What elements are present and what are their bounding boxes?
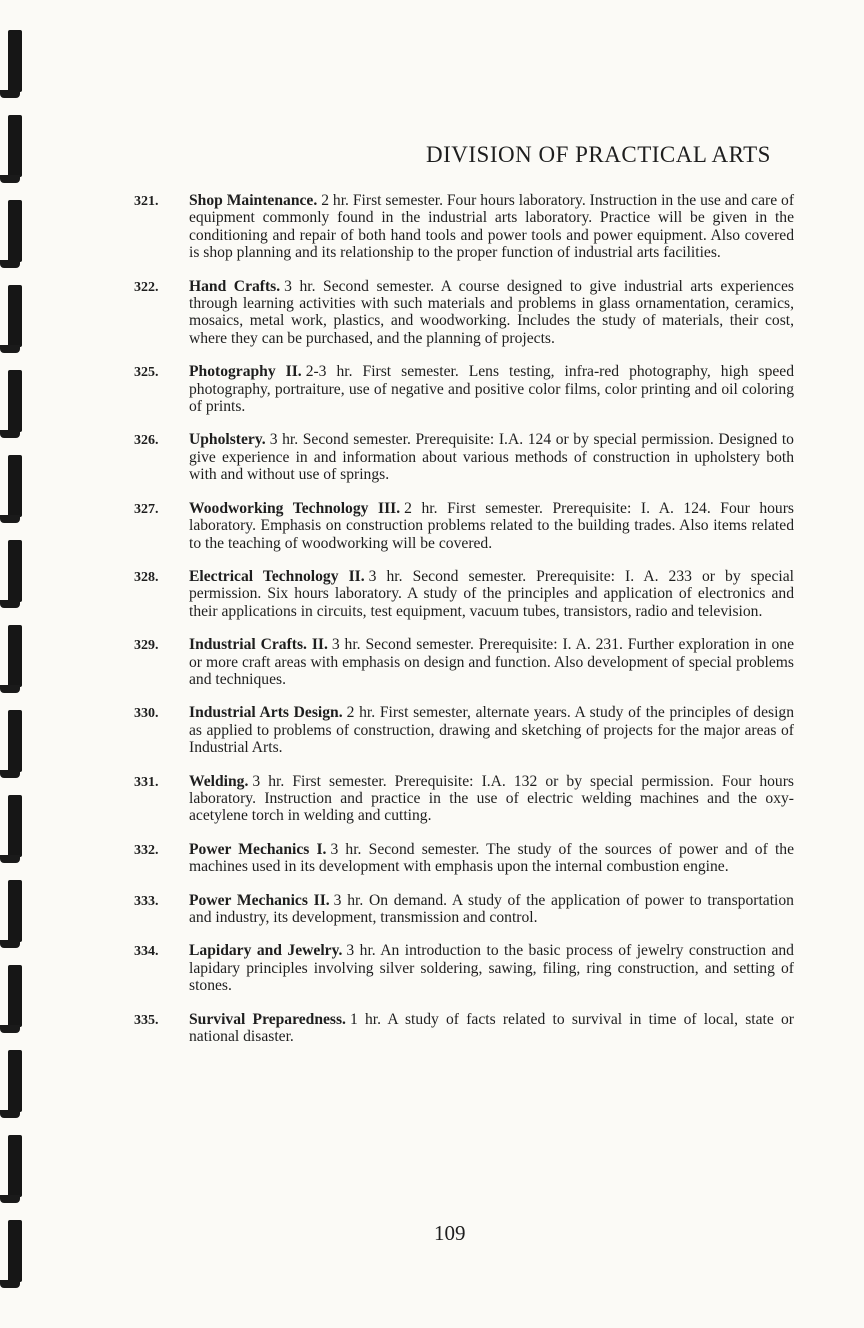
course-name: Electrical Technology II. bbox=[189, 567, 365, 585]
course-body bbox=[189, 192, 794, 262]
course-description: First semester, alternate years. A study of the principles of design as applied to problems of construction, drawing and sketching of projects for the major areas of Industrial Arts. bbox=[189, 704, 795, 757]
course-description: Second semester. A course designed to give industrial arts experiences through learning activities with such materials and problems in glass ornamentation, ceramics, mosaics, metal work, plastics, and woodworking. Includes the study of materials, their cost, where they can be purchased, and the planning of projects. bbox=[189, 277, 794, 347]
course-number: 325. bbox=[134, 365, 159, 381]
course-number: 334. bbox=[134, 944, 159, 960]
course-entry bbox=[134, 363, 794, 415]
course-entry bbox=[134, 500, 794, 552]
course-entry bbox=[134, 704, 794, 756]
binding-ring bbox=[8, 1220, 22, 1282]
course-body bbox=[189, 431, 794, 483]
course-name: Woodworking Technology III. bbox=[189, 499, 401, 517]
binding-ring bbox=[8, 1050, 22, 1112]
course-hours: 3 hr. bbox=[346, 942, 376, 960]
course-entry bbox=[134, 431, 794, 483]
course-body bbox=[189, 704, 794, 756]
course-name: Upholstery. bbox=[189, 431, 266, 449]
course-number: 329. bbox=[134, 638, 159, 654]
course-body bbox=[189, 636, 794, 688]
course-body bbox=[189, 1011, 794, 1046]
spiral-binding bbox=[0, 0, 30, 1328]
binding-ring bbox=[8, 455, 22, 517]
course-description: Second semester. The study of the sources of power and of the machines used in its development with emphasis upon the internal combustion engine. bbox=[189, 840, 794, 876]
binding-ring bbox=[8, 30, 22, 92]
course-description: On demand. A study of the application of power to transportation and industry, its development, transmission and control. bbox=[189, 891, 794, 926]
course-number: 326. bbox=[134, 433, 159, 449]
binding-ring bbox=[8, 795, 22, 857]
course-name: Industrial Arts Design. bbox=[189, 704, 343, 722]
course-name: Lapidary and Jewelry. bbox=[189, 942, 343, 960]
course-hours: 3 hr. bbox=[333, 891, 364, 909]
course-hours: 2 hr. bbox=[321, 192, 349, 209]
course-entry bbox=[134, 773, 794, 825]
course-name: Power Mechanics I. bbox=[189, 840, 327, 858]
course-hours: 1 hr. bbox=[349, 1010, 382, 1028]
course-hours: 3 hr. bbox=[368, 567, 403, 585]
course-hours: 2 hr. bbox=[346, 704, 376, 722]
course-entry bbox=[134, 192, 794, 262]
course-number: 333. bbox=[134, 893, 159, 909]
course-number: 330. bbox=[134, 706, 159, 722]
course-number: 332. bbox=[134, 842, 159, 858]
course-entry bbox=[134, 841, 794, 876]
course-body bbox=[189, 278, 794, 348]
course-name: Shop Maintenance. bbox=[189, 192, 318, 209]
binding-ring bbox=[8, 710, 22, 772]
course-body bbox=[189, 500, 794, 552]
course-hours: 3 hr. bbox=[252, 772, 285, 790]
course-description: First semester. Prerequisite: I. A. 124. Four hours laboratory. Emphasis on construction problems related to the building trades. Also items related to the teaching of woodworking will be covered. bbox=[189, 499, 794, 552]
course-entry bbox=[134, 278, 794, 348]
course-number: 331. bbox=[134, 774, 159, 790]
binding-ring bbox=[8, 965, 22, 1027]
course-description: Second semester. Prerequisite: I. A. 231. Further exploration in one or more craft areas with emphasis on design and function. Also development of special problems and techniques. bbox=[189, 636, 794, 688]
binding-ring bbox=[8, 880, 22, 942]
course-description: Second semester. Prerequisite: I.A. 124 or by special permission. Designed to give experience in and information about various methods of construction in upholstery both with and without use of springs. bbox=[189, 431, 794, 484]
course-name: Hand Crafts. bbox=[189, 277, 281, 295]
course-hours: 2 hr. bbox=[404, 499, 438, 517]
course-hours: 3 hr. bbox=[331, 636, 361, 654]
course-body bbox=[189, 942, 794, 994]
course-body bbox=[189, 892, 794, 927]
course-body bbox=[189, 841, 794, 876]
course-entry bbox=[134, 1011, 794, 1046]
course-name: Photography II. bbox=[189, 363, 302, 381]
course-hours: 3 hr. bbox=[269, 431, 299, 449]
course-number: 335. bbox=[134, 1012, 159, 1028]
course-body bbox=[189, 773, 794, 825]
page-number: 109 bbox=[434, 1221, 466, 1245]
course-number: 327. bbox=[134, 501, 159, 517]
course-description: First semester. Lens testing, infra-red photography, high speed photography, portraiture, use of negative and positive color films, color printing and oil coloring of prints. bbox=[189, 363, 795, 416]
course-number: 328. bbox=[134, 569, 159, 585]
course-description: First semester. Four hours laboratory. Instruction in the use and care of equipment commonly found in the industrial arts laboratory. Practice will be given in the conditioning and repair of both hand tools and power tools and power equipment. Also covered is shop planning and its relationship to the proper function of industrial arts facilities. bbox=[189, 192, 795, 262]
binding-ring bbox=[8, 1135, 22, 1197]
binding-ring bbox=[8, 540, 22, 602]
course-entry bbox=[134, 892, 794, 927]
binding-ring bbox=[8, 200, 22, 262]
course-number: 321. bbox=[134, 194, 159, 209]
binding-ring bbox=[8, 625, 22, 687]
page-title: DIVISION OF PRACTICAL ARTS bbox=[426, 142, 771, 167]
course-hours: 2-3 hr. bbox=[305, 363, 353, 381]
course-entry bbox=[134, 568, 794, 620]
course-description: First semester. Prerequisite: I.A. 132 or by special permission. Four hours laboratory. Instruction and practice in the use of electric welding machines and the oxy-acetylene torch in welding and cutting. bbox=[189, 772, 794, 825]
course-number: 322. bbox=[134, 279, 159, 295]
binding-ring bbox=[8, 285, 22, 347]
course-name: Industrial Crafts. II. bbox=[189, 636, 328, 654]
course-hours: 3 hr. bbox=[330, 840, 362, 858]
course-entry bbox=[134, 636, 794, 688]
binding-ring bbox=[8, 370, 22, 432]
course-hours: 3 hr. bbox=[284, 277, 316, 295]
course-description: Second semester. Prerequisite: I. A. 233 or by special permission. Six hours laboratory. A study of the principles and application of electronics and their applications in circuits, test equipment, vacuum tubes, transistors, radio and television. bbox=[189, 567, 794, 620]
course-description: A study of facts related to survival in time of local, state or national disaster. bbox=[189, 1010, 794, 1046]
course-entry bbox=[134, 942, 794, 994]
course-name: Power Mechanics II. bbox=[189, 891, 330, 909]
course-description: An introduction to the basic process of jewelry construction and lapidary principles involving silver soldering, sawing, filing, ring construction, and setting of stones. bbox=[189, 942, 794, 995]
course-list bbox=[134, 192, 794, 1061]
course-body bbox=[189, 363, 794, 415]
course-name: Welding. bbox=[189, 772, 249, 790]
course-name: Survival Preparedness. bbox=[189, 1010, 346, 1028]
course-body bbox=[189, 568, 794, 620]
binding-ring bbox=[8, 115, 22, 177]
